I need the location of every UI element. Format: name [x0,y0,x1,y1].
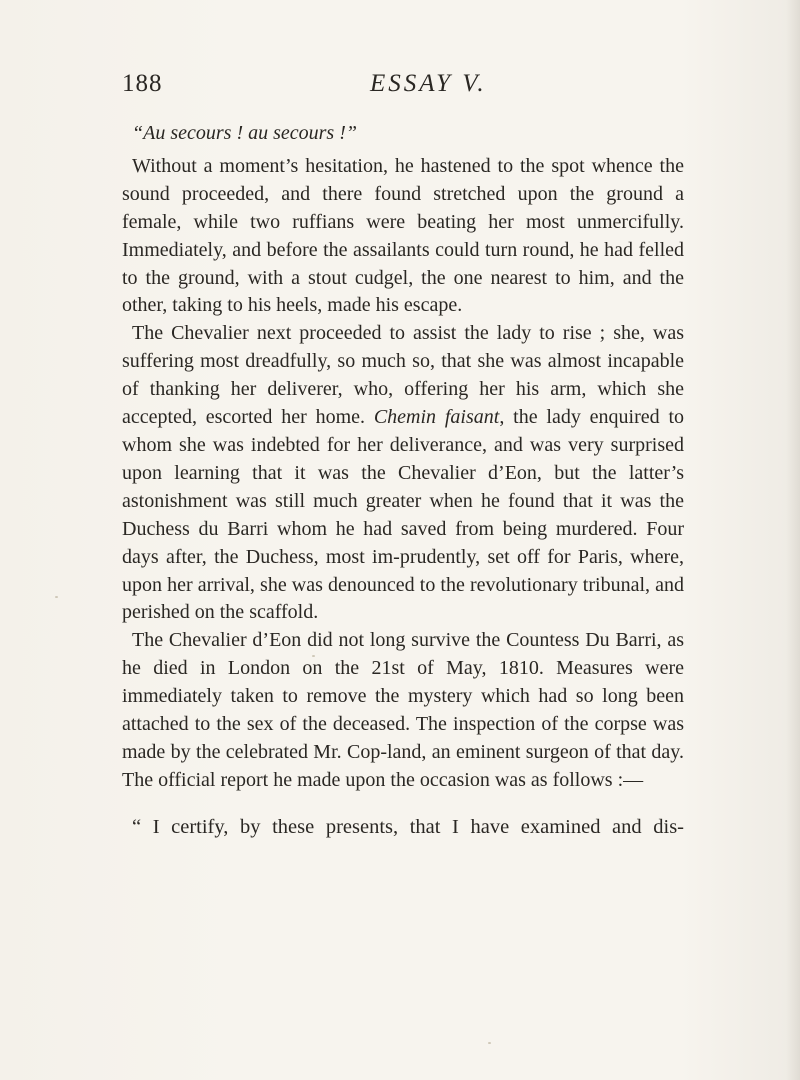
page-header [122,70,684,106]
running-head: ESSAY V. [370,70,487,97]
paragraph-duchess-start: The Chevalier next proceeded to assist the lady to rise ; she, was suffering most dreadfully, so much so, that she was almost incapable of thanking her deliverer, who, offering her his arm, which she accepted, escorted her home. [122,322,684,429]
exclamation-quote: “Au secours ! au secours !” [132,122,357,144]
paragraph-duchess [122,320,684,627]
paper-speck [55,596,58,598]
certificate-quote: “ I certify, by these presents, that I have examined and dis- [132,815,684,838]
paragraph-duchess-end: , the lady enquired to whom she was indebted for her deliverance, and was very surprised upon learning that it was the Chevalier d’Eon, but the latter’s astonishment was still much greater when he found that it was the Duchess du Barri whom he had saved from being murdered. Four days after, the Duchess, most im-prudently, set off for Paris, where, upon her arrival, she was denounced to the revolutionary tribunal, and perished on the scaffold. [122,406,685,624]
paper-speck [312,655,315,657]
chemin-faisant-phrase: Chemin faisant [373,406,500,429]
paragraph-death: The Chevalier d’Eon did not long survive the Countess Du Barri, as he died in London on the 21st of May, 1810. Measures were immediately taken to remove the mystery which had so long been attached to the sex of the deceased. The inspection of the corpse was made by the celebrated Mr. Cop-land, an eminent surgeon of that day. The official report he made upon the occasion was as follows :— [122,629,684,791]
paper-speck [488,1042,491,1044]
body-text [122,120,684,842]
paragraph-rescue: Without a moment’s hesitation, he hastened to the spot whence the sound proceeded, and there found stretched upon the ground a female, while two ruffians were beating her most unmercifully. Immediately, and before the assailants could turn round, he had felled to the ground, with a stout cudgel, the one nearest to him, and the other, taking to his heels, made his escape. [122,154,684,317]
page-edge-shadow [786,0,800,1080]
page-number: 188 [122,70,163,97]
